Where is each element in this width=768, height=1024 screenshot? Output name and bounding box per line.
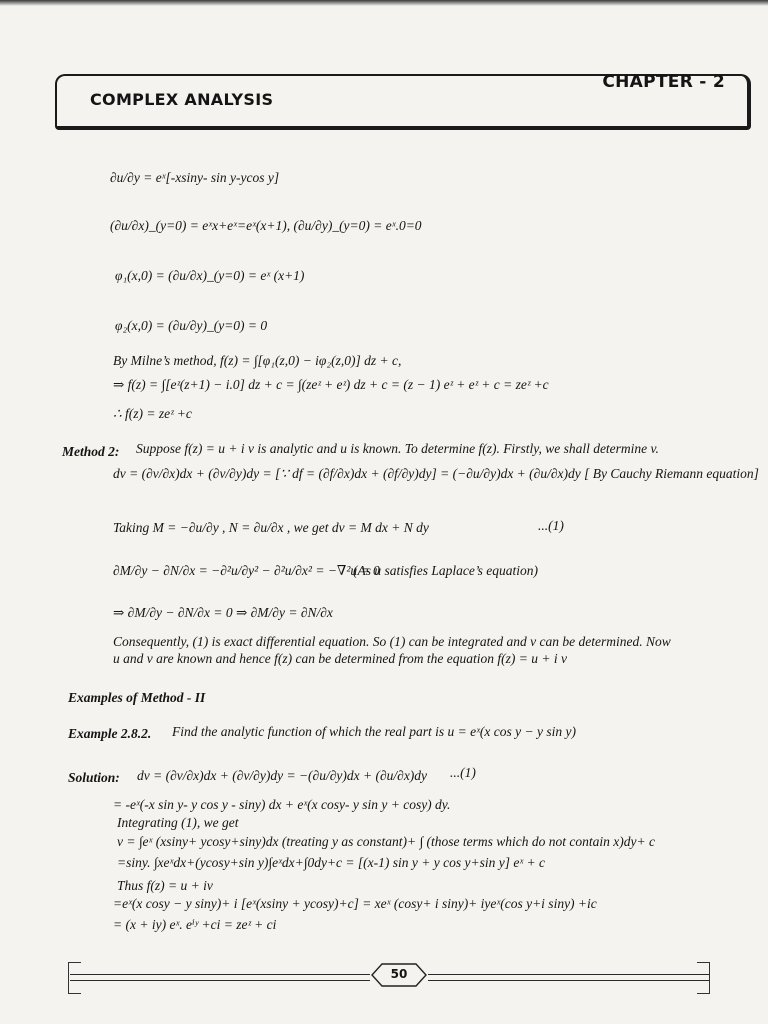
text-line: By Milne’s method, f(z) = ∫[φ₁(z,0) − iφ₂(z,0)] dz + c, xyxy=(113,353,402,368)
text-line: Suppose f(z) = u + i v is analytic and u is known. To determine f(z). Firstly, we shall determine v. xyxy=(136,441,659,456)
text-line: ...(1) xyxy=(538,518,564,533)
page-number-badge xyxy=(370,962,428,988)
text-line: u and v are known and hence f(z) can be determined from the equation f(z) = u + i v xyxy=(113,651,567,666)
text-line: φ₁(x,0) = (∂u/∂x)_(y=0) = eˣ (x+1) xyxy=(115,268,305,283)
text-line: Example 2.8.2. xyxy=(68,726,152,741)
text-line: = -eˣ(-x sin y- y cos y - siny) dx + eˣ(x cosy- y sin y + cosy) dy. xyxy=(113,797,451,812)
text-line: ∂M/∂y − ∂N/∂x = −∂²u/∂y² − ∂²u/∂x² = −∇²u = 0 xyxy=(113,563,380,578)
text-line: ⇒ f(z) = ∫[eᶻ(z+1) − i.0] dz + c = ∫(zeᶻ + eᶻ) dz + c = (z − 1) eᶻ + eᶻ + c = zeᶻ +c xyxy=(113,377,549,392)
text-line: (∂u/∂x)_(y=0) = eˣx+eˣ=eˣ(x+1), (∂u/∂y)_(y=0) = eˣ.0=0 xyxy=(110,218,422,233)
text-line: Thus f(z) = u + iv xyxy=(117,878,213,893)
text-line: ∴ f(z) = zeᶻ +c xyxy=(113,406,192,421)
footer-bracket-left xyxy=(68,962,81,994)
text-line: Solution: xyxy=(68,770,120,785)
text-line: ...(1) xyxy=(450,765,476,780)
text-line: =eˣ(x cosy − y siny)+ i [eˣ(xsiny + ycosy)+c] = xeˣ (cosy+ i siny)+ iyeˣ(cos y+i siny) +ic xyxy=(113,896,597,911)
text-line: φ₂(x,0) = (∂u/∂y)_(y=0) = 0 xyxy=(115,318,268,333)
text-line: ⇒ ∂M/∂y − ∂N/∂x = 0 ⇒ ∂M/∂y = ∂N/∂x xyxy=(113,605,333,620)
chapter-label: CHAPTER - 2 xyxy=(602,72,725,92)
text-line: (As u satisfies Laplace’s equation) xyxy=(353,563,538,578)
text-line: = (x + iy) eˣ. eⁱʸ +ci = zeᶻ + ci xyxy=(113,917,277,932)
text-line: v = ∫eˣ (xsiny+ ycosy+siny)dx (treating y as constant)+ ∫ (those terms which do not contain x)dy+ c xyxy=(117,834,655,849)
text-line: Examples of Method - II xyxy=(68,690,206,705)
text-line: Taking M = −∂u/∂y , N = ∂u/∂x , we get dv = M dx + N dy xyxy=(113,520,429,535)
subject-title: COMPLEX ANALYSIS xyxy=(90,90,274,109)
footer-bracket-right xyxy=(697,962,710,994)
text-line: Method 2: xyxy=(62,444,120,459)
text-line: dv = (∂v/∂x)dx + (∂v/∂y)dy = −(∂u/∂y)dx + (∂u/∂x)dy xyxy=(137,768,428,783)
text-line: =siny. ∫xeˣdx+(ycosy+sin y)∫eˣdx+∫0dy+c = [(x-1) sin y + y cos y+sin y] eˣ + c xyxy=(117,855,545,870)
text-line: dv = (∂v/∂x)dx + (∂v/∂y)dy = [∵ df = (∂f/∂x)dx + (∂f/∂y)dy] = (−∂u/∂y)dx + (∂u/∂x)dy [ By Cauchy Riemann equation] xyxy=(113,466,759,481)
text-line: Integrating (1), we get xyxy=(117,815,239,830)
text-line: Consequently, (1) is exact differential equation. So (1) can be integrated and v can be determined. Now xyxy=(113,634,671,649)
text-line: Find the analytic function of which the real part is u = eˣ(x cos y − y sin y) xyxy=(172,724,576,739)
text-line: ∂u/∂y = eˣ[-xsiny- sin y-ycos y] xyxy=(110,170,280,185)
page-number: 50 xyxy=(390,967,408,981)
